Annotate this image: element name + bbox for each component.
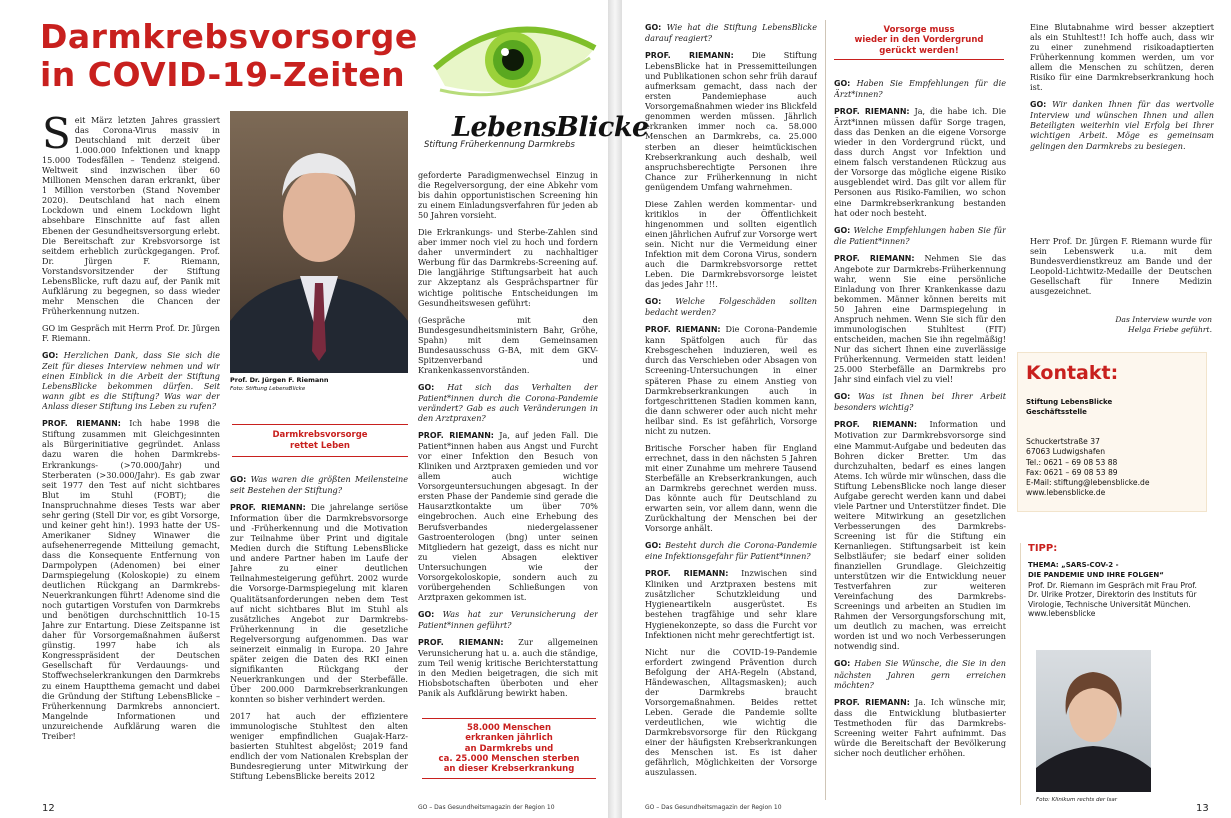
question-4: Was hat zur Verunsicherung der Patient*innen geführt? [418, 608, 598, 630]
question-3: Hat sich das Verhalten der Patient*innen durch die Corona-Pandemie verändert? Gab es auch Veränderungen in den Arztpraxen? [418, 381, 598, 424]
interview-intro: GO im Gespräch mit Herrn Prof. Dr. Jürgen F. Riemann. [42, 322, 220, 343]
answer-11: Ja. Ich wünsche mir, dass die Entwicklung blutbasierter Testmethoden für das Darmkrebs-Screening weiter Fahrt aufnimmt. Das würde die Bereitschaft der Bevölkerung sicher noch deutlicher erhöhen. [834, 696, 1006, 758]
answer-5: Die Stiftung LebensBlicke hat in Pressemitteilungen und Publikationen schon sehr früh darauf aufmerksam gemacht, dass nach der ersten Pandemiephase auch Vorsorgemaßnahmen wieder ins Blickfeld genommen werden müssen. Jährlich erkranken immer noch ca. 58.000 Menschen an Darmkrebs, ca. 25.000 sterben an dieser heimtückischen Krebserkrankung auch deshalb, weil anspruchsberechtigte Personen ihre Chance zur Früherkennung in nicht genügendem Umfang wahrnehmen. [645, 50, 817, 192]
column-divider [825, 20, 826, 800]
question-6: Welche Folgeschäden sollten bedacht werden? [645, 296, 817, 318]
photo-credit: Foto: Stiftung LebensBlicke [230, 386, 306, 392]
photo-caption: Prof. Dr. Jürgen F. Riemann Foto: Stiftung LebensBlicke [230, 376, 329, 392]
answer-3: Ja, auf jeden Fall. Die Patient*innen haben aus Angst und Furcht vor einer Infektion den Besuch von Kliniken und Arztpraxen gemieden und vor allem auch wichtige Vorsorgeuntersuchungen abgesagt. In der ersten Phase der Pandemie sind gerade die Hausarztkontakte um über 70% eingebrochen. Auch eine Erhebung des Berufsverbandes niedergelassener Gastroenterologen (bng) unter seinen Mitgliedern hat gezeigt, dass es nicht nur zu vielen Absagen elektiver Untersuchungen wie der Vorsorgekoloskopie, sondern auch zu vorübergehenden Schließungen von Arztpraxen gekommen ist. [418, 430, 598, 602]
dropcap: S [42, 115, 71, 158]
answer-6: Die Corona-Pandemie kann Spätfolgen auch für das Krebsgeschehen induzieren, weil es durch das Verschieben oder Absagen von Screening-Untersuchungen in einer späteren Phase zu einem Anstieg von Darmkrebserkrankungen auch in fortgeschrittenen Stadien kommen kann, die dann schwerer oder auch nicht mehr heilbar sind. Es ist gefährlich, Vorsorge nicht zu nutzen. [645, 324, 817, 436]
contact-fax: Fax: 0621 – 69 08 53 89 [1026, 467, 1118, 477]
answer-8: Ja, die habe ich. Die Ärzt*innen müssen dafür Sorge tragen, dass das Denken an die eigene Vorsorge wieder in den Vordergrund rückt, und dass durch Angst vor Infektion und einem falsch verstandenen Rückzug aus der Vorsorge das mögliche eigene Risiko ausgeblendet wird. Das gilt vor allem für Personen aus Risiko-Familien, wo schon eine Darmkrebserkrankung bestanden hat oder noch besteht. [834, 106, 1006, 218]
tip-portrait-photo [1036, 650, 1151, 792]
contact-website[interactable]: www.lebensblicke.de [1026, 488, 1106, 498]
interview-credit: Das Interview wurde von Helga Friebe geführt. [1115, 315, 1212, 334]
answer-9: Nehmen Sie das Angebote zur Darmkrebs-Früherkennung wahr, wenn Sie eine persönliche Einladung von Ihrer Krankenkasse dazu bekommen. Männer können bereits mit 50 Jahren eine Darmspiegelung in Anspruch nehmen. Wenn Sie sich für den immunologischen Stuhltest (FIT) entscheiden, machen Sie ihn regelmäßig! Nur das sichert Ihnen eine zuverlässige Früherkennung. Vermeiden statt leiden! 25.000 Sterbefälle an Darmkrebs pro Jahr sind einfach viel zu viel! [834, 252, 1006, 385]
answer-7: Inzwischen sind Kliniken und Arztpraxen bestens mit zusätzlicher Schutzkleidung und Hygieneartikeln ausgerüstet. Es bestehen tragfähige und sehr klare Hygienekonzepte, so dass die Furcht vor Infektionen nicht mehr gerechtfertigt ist. [645, 568, 817, 640]
tip-box: TIPP: THEMA: „SARS-COV-2 - DIE PANDEMIE UND IHRE FOLGEN“ Prof. Dr. Riemann im Gespräch mit Frau Prof. Dr. Ulrike Protzer, Direktorin des Instituts für Virologie, Technische Universität München. www.lebensblicke [1020, 543, 1210, 805]
tip-body: Prof. Dr. Riemann im Gespräch mit Frau Prof. Dr. Ulrike Protzer, Direktorin des Instituts für Virologie, Technische Universität München. [1028, 580, 1197, 609]
article-title: Darmkrebsvorsorge in COVID-19-Zeiten [40, 17, 418, 94]
question-1: Herzlichen Dank, dass Sie sich die Zeit für dieses Interview nehmen und wir einen Einblick in die Arbeit der Stiftung LebensBlicke bekommen dürfen. Seit wann gibt es die Stiftung? Was war der Anlass dieser Stiftung ins Leben zu rufen? [42, 350, 220, 412]
column-4: GO: Wie hat die Stiftung LebensBlicke darauf reagiert? PROF. RIEMANN: Die Stiftung LebensBlicke hat in Pressemitteilungen und Publikationen schon sehr früh darauf aufmerksam gemacht, dass nach der ersten Pandemiephase auch Vorsorgemaßnahmen wieder ins Blickfeld genommen werden müssen. Jährlich erkranken immer noch ca. 58.000 Menschen an Darmkrebs, ca. 25.000 sterben an dieser heimtückischen Krebserkrankung auch deshalb, weil anspruchsberechtigte Personen ihre Chance zur Früherkennung in nicht genügendem Umfang wahrnehmen. Diese Zahlen werden kommentar- und kritiklos in der Öffentlichkeit hingenommen und sollten eigentlich einen jährlichen Aufruf zur Vorsorge wert sein. Nicht nur die Vermeidung einer Infektion mit dem Corona Virus, sondern auch die Darmkrebsvorsorge rettet Leben. Die Darmkrebsvorsorge leistet das jedes Jahr !!!. GO: Welche Folgeschäden sollten bedacht werden? PROF. RIEMANN: Die Corona-Pandemie kann Spätfolgen auch für das Krebsgeschehen induzieren, weil es durch das Verschieben oder Absagen von Screening-Untersuchungen in einer späteren Phase zu einem Anstieg von Darmkrebserkrankungen auch in fortgeschrittenen Stadien kommen kann, die dann schwerer oder auch nicht mehr heilbar sind. Es ist gefährlich, Vorsorge nicht zu nutzen. Britische Forscher haben für England errechnet, dass in den nächsten 5 Jahren mit einer Zunahme um mehrere Tausend Sterbefälle an Krebserkrankungen, auch an Darmkrebs gerechnet werden muss. Das könnte auch für Deutschland zu erwarten sein, vor allem dann, wenn die Zurückhaltung der Menschen bei der Vorsorge anhält. GO: Besteht durch die Corona-Pandemie eine Infektionsgefahr für Patient*innen? PROF. RIEMANN: Inzwischen sind Kliniken und Arztpraxen bestens mit zusätzlicher Schutzkleidung und Hygieneartikeln ausgerüstet. Es bestehen tragfähige und sehr klare Hygienekonzepte, so dass die Furcht vor Infektionen nicht mehr gerechtfertigt ist. Nicht nur die COVID-19-Pandemie erfordert zwingend Prävention durch Befolgung der AHA-Regeln (Abstand, Händewaschen, Alltagsmasken); auch der Darmkrebs braucht Vorsorgemaßnahmen. Beides rettet Leben. Gerade die Pandemie sollte verdeutlichen, wie wichtig die Darmkrebsvorsorge für den Rückgang einer der häufigsten Krebserkrankungen des Menschen ist. Es ist daher gefährlich, Möglichkeiten der Vorsorge auszulassen. [645, 22, 817, 778]
footer-right: GO – Das Gesundheitsmagazin der Region 10 [645, 804, 782, 811]
column-3: geforderte Paradigmenwechsel Einzug in die Regelversorgung, der eine Abkehr vom bis dahin opportunistischen Screening hin zu einem Einladungsverfahren für jeden ab 50 Jahren vorsieht. Die Erkrankungs- und Sterbe-Zahlen sind aber immer noch viel zu hoch und fordern daher unvermindert zu nachhaltiger Werbung für das Darmkrebs-Screening auf. Die langjährige Stiftungsarbeit hat auch zur Akzeptanz als Gesprächspartner für wichtige politische Entscheidungen im Gesundheitswesen geführt: (Gespräche mit den Bundesgesundheitsministern Bahr, Gröhe, Spahn) mit dem Gemeinsamen Bundesausschuss G-BA, mit dem GKV-Spitzenverband und Krankenkassenvorständen. GO: Hat sich das Verhalten der Patient*innen durch die Corona-Pandemie verändert? Gab es auch Veränderungen in den Arztpraxen? PROF. RIEMANN: Ja, auf jeden Fall. Die Patient*innen haben aus Angst und Furcht vor einer Infektion den Besuch von Kliniken und Arztpraxen gemieden und vor allem auch wichtige Vorsorgeuntersuchungen abgesagt. In der ersten Phase der Pandemie sind gerade die Hausarztkontakte um über 70% eingebrochen. Auch eine Erhebung des Berufsverbandes niedergelassener Gastroenterologen (bng) unter seinen Mitgliedern hat gezeigt, dass es nicht nur zu vielen Absagen elektiver Untersuchungen wie der Vorsorgekoloskopie, sondern auch zu vorübergehenden Schließungen von Arztpraxen gekommen ist. GO: Was hat zur Verunsicherung der Patient*innen geführt? PROF. RIEMANN: Zur allgemeinen Verunsicherung hat u. a. auch die ständige, zum Teil wenig kritische Berichterstattung in den Medien beigetragen, die sich mit Hiobsbotschaften überboten und eher Panik als Aufklärung bewirkt haben. [418, 170, 598, 699]
closing-note: Herr Prof. Dr. Jürgen F. Riemann wurde für sein Lebenswerk u.a. mit dem Bundesverdienstkreuz am Bande und der Leopold-Lichtwitz-Medaille der Deutschen Gesellschaft für Innere Medizin ausgezeichnet. [1030, 236, 1212, 297]
contact-city: 67063 Ludwigshafen [1026, 447, 1106, 457]
question-10: Was ist Ihnen bei Ihrer Arbeit besonders wichtig? [834, 391, 1006, 413]
question-5: Wie hat die Stiftung LebensBlicke darauf reagiert? [645, 22, 817, 44]
answer-2-cont: 2017 hat auch der effizientere immunologische Stuhltest den alten weniger empfindlichen Guajak-Harz-basierten Stuhltest abgelöst; 2019 fand endlich der vom Nationalen Krebsplan der Bundesregierung unter Mitwirkung der Stiftung LebensBlicke bereits 2012 [230, 711, 408, 782]
logo-subtitle: Stiftung Früherkennung Darmkrebs [424, 140, 575, 150]
tip-photo-caption: Foto: Klinikum rechts der Isar [1036, 797, 1118, 803]
tip-title: TIPP: [1028, 543, 1058, 554]
logo-brand: LebensBlicke [452, 112, 649, 143]
intro-text: eit März letzten Jahres grassiert das Corona-Virus massiv in Deutschland mit derzeit über 1.000.000 Infektionen und knapp 15.000 Todesfällen – Tendenz steigend. Weltweit sind inzwischen über 60 Millionen Menschen daran erkrankt, über 1 Million verstorben (Stand November 2020). Deutschland hat nach einem Lockdown und einem Lockdown light absehbare Einschnitte auf fast allen Ebenen der Gesundheitsversorgung erlebt. Die Bereitschaft zur Krebsvorsorge ist seitdem erheblich zurückgegangen. Prof. Dr. Jürgen F. Riemann, Vorstandsvorsitzender der Stiftung LebensBlicke, ruft dazu auf, der Panik mit Aufklärung zu begegnen, so dass wieder mehr Menschen die Chancen der Früherkennung nutzen. [42, 115, 220, 316]
question-9: Welche Empfehlungen haben Sie für die Patient*innen? [834, 224, 1006, 246]
column-6: Eine Blutabnahme wird besser akzeptiert als ein Stuhltest!! Ich hoffe auch, dass wir zu einer zunehmend risikoadaptierten Früherkennung kommen werden, um vor allem die Menschen zu schützen, deren Risiko für eine Darmkrebserkrankung hoch ist. GO: Wir danken Ihnen für das wertvolle Interview und wünschen Ihnen und allen Beteiligten weiterhin viel Erfolg bei Ihrer wichtigen Arbeit. Möge es gemeinsam gelingen den Darmkrebs zu besiegen. [1030, 22, 1214, 151]
question-11: Haben Sie Wünsche, die Sie in den nächsten Jahren gern erreichen möchten? [834, 658, 1006, 690]
pull-quote-3: Vorsorge muss wieder in den Vordergrund gerückt werden! [834, 22, 1004, 60]
contact-email[interactable]: E-Mail: stiftung@lebensblicke.de [1026, 478, 1150, 488]
tip-website[interactable]: www.lebensblicke [1028, 609, 1096, 619]
page-number-left: 12 [42, 803, 55, 814]
answer-4: Zur allgemeinen Verunsicherung hat u. a. auch die ständige, zum Teil wenig kritische Berichterstattung in den Medien beigetragen, die sich mit Hiobsbotschaften überboten und eher Panik als Aufklärung bewirkt haben. [418, 636, 598, 699]
pull-quote-1: Darmkrebsvorsorge rettet Leben [232, 424, 408, 457]
answer-1: Ich habe 1998 die Stiftung zusammen mit Gleichgesinnten als Bürgerinitiative gegründet. Anlass dazu waren die hohen Darmkrebs- Erkrankungs- (>70.000/Jahr) und Sterberaten (>30.000/Jahr). Es gab zwar seit 1977 den Test auf nicht sichtbares Blut im Stuhl (FOBT); die Inanspruchnahme dieses Tests war aber sehr gering (Stell Dir vor, es gibt Vorsorge, und keiner geht hin!). 1993 hatte der US-Amerikaner Sidney Winawer die aufsehenerregende Mitteilung gemacht, dass die Konsequente Entfernung von Darmpolypen (Adenomen) bei einer Darmspiegelung (Koloskopie) zu einem deutlichen Rückgang an Darmkrebs-Neuerkrankungen führt! Adenome sind die noch gutartigen Vorstufen von Darmkrebs und benötigen durchschnittlich 10-15 Jahre zur Entartung. Diese Zeitspanne ist daher für Vorsorgemaßnahmen äußerst günstig. 1997 habe ich als Kongresspräsident der Deutschen Gesellschaft für Verdauungs- und Stoffwechselerkrankungen den Darmkrebs zu einem Hauptthema gemacht und dabei die Gründung der Stiftung LebensBlicke – Früherkennung Darmkrebs annonciert. Mangelnde Informationen und unzureichende Aufklärung waren die Treiber! [42, 418, 220, 741]
contact-street: Schuckertstraße 37 [1026, 437, 1100, 446]
question-2: Was waren die größten Meilensteine seit Bestehen der Stiftung? [230, 474, 408, 496]
column-5: GO: Haben Sie Empfehlungen für die Ärzt*innen? PROF. RIEMANN: Ja, die habe ich. Die Ärzt*innen müssen dafür Sorge tragen, dass das Denken an die eigene Vorsorge wieder in den Vordergrund rückt, und dass durch Angst vor Infektion und einem falsch verstandenen Rückzug aus der Vorsorge das mögliche eigene Risiko ausgeblendet wird. Das gilt vor allem für Personen aus Risiko-Familien, wo schon eine Darmkrebserkrankung bestanden hat oder noch besteht. GO: Welche Empfehlungen haben Sie für die Patient*innen? PROF. RIEMANN: Nehmen Sie das Angebote zur Darmkrebs-Früherkennung wahr, wenn Sie eine persönliche Einladung von Ihrer Krankenkasse dazu bekommen. Männer können bereits mit 50 Jahren eine Darmspiegelung in Anspruch nehmen. Wenn Sie sich für den immunologischen Stuhltest (FIT) entscheiden, machen Sie ihn regelmäßig! Nur das sichert Ihnen eine zuverlässige Früherkennung. Vermeiden statt leiden! 25.000 Sterbefälle an Darmkrebs pro Jahr sind einfach viel zu viel! GO: Was ist Ihnen bei Ihrer Arbeit besonders wichtig? PROF. RIEMANN: Information und Motivation zur Darmkrebsvorsorge sind eine Mammut-Aufgabe und bedeuten das Bohren dicker Bretter. Um das durchzuhalten, bedarf es eines langen Atems. Ich würde mir wünschen, dass die Stiftung LebensBlicke noch lange dieser Aufgabe gerecht werden kann und dabei viele Partner und Unterstützer findet. Die weitere Mitwirkung an gesetzlichen Verbesserungen des Darmkrebs-Screening ist für die Stiftung ein Kernanliegen. Stiftungsarbeit ist kein Selbstläufer; sie bedarf einer soliden finanziellen Grundlage. Gleichzeitig unterstützen wir die Entwicklung neuer Testverfahren zur weiteren Vereinfachung des Darmkrebs-Screenings und arbeiten an Studien im Rahmen der Versorgungsforschung mit, um deutlich zu machen, was erreicht worden ist und wo noch Verbesserungen notwendig sind. GO: Haben Sie Wünsche, die Sie in den nächsten Jahren gern erreichen möchten? PROF. RIEMANN: Ja. Ich wünsche mir, dass die Entwicklung blutbasierter Testmethoden für das Darmkrebs-Screening weiter Fahrt aufnimmt. Das würde die Bereitschaft der Bevölkerung sicher noch deutlicher erhöhen. [834, 78, 1006, 758]
question-8: Haben Sie Empfehlungen für die Ärzt*innen? [834, 78, 1006, 100]
answer-10: Information und Motivation zur Darmkrebsvorsorge sind eine Mammut-Aufgabe und bedeuten das Bohren dicker Bretter. Um das durchzuhalten, bedarf es eines langen Atems. Ich würde mir wünschen, dass die Stiftung LebensBlicke noch lange dieser Aufgabe gerecht werden kann und dabei viele Partner und Unterstützer findet. Die weitere Mitwirkung an gesetzlichen Verbesserungen des Darmkrebs-Screening ist für die Stiftung ein Kernanliegen. Stiftungsarbeit ist kein Selbstläufer; sie bedarf einer soliden finanziellen Grundlage. Gleichzeitig unterstützen wir die Entwicklung neuer Testverfahren zur weiteren Vereinfachung des Darmkrebs-Screenings und arbeiten an Studien im Rahmen der Versorgungsforschung mit, um deutlich zu machen, was erreicht worden ist und wo noch Verbesserungen notwendig sind. [834, 419, 1006, 652]
question-7: Besteht durch die Corona-Pandemie eine Infektionsgefahr für Patient*innen? [645, 540, 817, 562]
contact-title: Kontakt: [1026, 362, 1119, 384]
pull-quote-2: 58.000 Menschen erkranken jährlich an Darmkrebs und ca. 25.000 Menschen sterben an dieser Krebserkrankung [422, 718, 596, 779]
answer-2: Die jahrelange seriöse Information über die Darmkrebsvorsorge und -Früherkennung und die Motivation zur Teilnahme über Print und digitale Medien durch die Stiftung LebensBlicke und andere Partner haben im Laufe der Jahre zu einer deutlichen Teilnahmesteigerung geführt. 2002 wurde die Vorsorge-Darmspiegelung mit klaren Qualitätsanforderungen neben dem Test auf nicht sichtbares Blut im Stuhl als zusätzliches Angebot zur Darmkrebs-Früherkennung in die gesetzliche Regelversorgung aufgenommen. Das war seinerzeit einmalig in Europa. 20 Jahre später zeigen die Daten des RKI einen signifikanten Rückgang der Neuerkrankungen und der Sterbefälle. Über 200.000 Darmkrebserkrankungen konnten so bisher verhindert werden. [230, 502, 408, 704]
contact-details: Stiftung LebensBlicke Geschäftsstelle Schuckertstraße 37 67063 Ludwigshafen Tel.: 0621 – 69 08 53 88 Fax: 0621 – 69 08 53 89 E-Mail: stiftung@lebensblicke.de www.lebensblicke.de [1026, 398, 1204, 499]
column-2: GO: Was waren die größten Meilensteine seit Bestehen der Stiftung? PROF. RIEMANN: Die jahrelange seriöse Information über die Darmkrebsvorsorge und -Früherkennung und die Motivation zur Teilnahme über Print und digitale Medien durch die Stiftung LebensBlicke und andere Partner haben im Laufe der Jahre zu einer deutlichen Teilnahmesteigerung geführt. 2002 wurde die Vorsorge-Darmspiegelung mit klaren Qualitätsanforderungen neben dem Test auf nicht sichtbares Blut im Stuhl als zusätzliches Angebot zur Darmkrebs-Früherkennung in die gesetzliche Regelversorgung aufgenommen. Das war seinerzeit einmalig in Europa. 20 Jahre später zeigen die Daten des RKI einen signifikanten Rückgang der Neuerkrankungen und der Sterbefälle. Über 200.000 Darmkrebserkrankungen konnten so bisher verhindert werden. 2017 hat auch der effizientere immunologische Stuhltest den alten weniger empfindlichen Guajak-Harz-basierten Stuhltest abgelöst; 2019 fand endlich der vom Nationalen Krebsplan der Bundesregierung unter Mitwirkung der Stiftung LebensBlicke bereits 2012 [230, 474, 408, 782]
column-1: Seit März letzten Jahres grassiert das Corona-Virus massiv in Deutschland mit derzeit über 1.000.000 Infektionen und knapp 15.000 Todesfällen – Tendenz steigend. Weltweit sind inzwischen über 60 Millionen Menschen daran erkrankt, über 1 Million verstorben (Stand November 2020). Deutschland hat nach einem Lockdown und einem Lockdown light absehbare Einschnitte auf fast allen Ebenen der Gesundheitsversorgung erlebt. Die Bereitschaft zur Krebsvorsorge ist seitdem erheblich zurückgegangen. Prof. Dr. Jürgen F. Riemann, Vorstandsvorsitzender der Stiftung LebensBlicke, ruft dazu auf, der Panik mit Aufklärung zu begegnen, so dass wieder mehr Menschen die Chancen der Früherkennung nutzen. GO im Gespräch mit Herrn Prof. Dr. Jürgen F. Riemann. GO: Herzlichen Dank, dass Sie sich die Zeit für dieses Interview nehmen und wir einen Einblick in die Arbeit der Stiftung LebensBlicke bekommen dürfen. Seit wann gibt es die Stiftung? Was war der Anlass dieser Stiftung ins Leben zu rufen? PROF. RIEMANN: Ich habe 1998 die Stiftung zusammen mit Gleichgesinnten als Bürgerinitiative gegründet. Anlass dazu waren die hohen Darmkrebs- Erkrankungs- (>70.000/Jahr) und Sterberaten (>30.000/Jahr). Es gab zwar seit 1977 den Test auf nicht sichtbares Blut im Stuhl (FOBT); die Inanspruchnahme dieses Tests war aber sehr gering (Stell Dir vor, es gibt Vorsorge, und keiner geht hin!). 1993 hatte der US-Amerikaner Sidney Winawer die aufsehenerregende Mitteilung gemacht, dass die Konsequente Entfernung von Darmpolypen (Adenomen) bei einer Darmspiegelung (Koloskopie) zu einem deutlichen Rückgang an Darmkrebs-Neuerkrankungen führt! Adenome sind die noch gutartigen Vorstufen von Darmkrebs und benötigen durchschnittlich 10-15 Jahre zur Entartung. Diese Zeitspanne ist daher für Vorsorgemaßnahmen äußerst günstig. 1997 habe ich als Kongresspräsident der Deutschen Gesellschaft für Verdauungs- und Stoffwechselerkrankungen den Darmkrebs zu einem Hauptthema gemacht und dabei die Gründung der Stiftung LebensBlicke – Früherkennung Darmkrebs annonciert. Mangelnde Informationen und unzureichende Aufklärung waren die Treiber! [42, 115, 220, 741]
question-12: Wir danken Ihnen für das wertvolle Interview und wünschen Ihnen und allen Beteiligten weiterhin viel Erfolg bei Ihrer wichtigen Arbeit. Möge es gemeinsam gelingen den Darmkrebs zu besiegen. [1030, 99, 1214, 151]
portrait-photo [230, 111, 408, 373]
footer-left: GO – Das Gesundheitsmagazin der Region 10 [418, 804, 555, 811]
contact-tel: Tel.: 0621 – 69 08 53 88 [1026, 457, 1118, 467]
page-number-right: 13 [1196, 803, 1209, 814]
